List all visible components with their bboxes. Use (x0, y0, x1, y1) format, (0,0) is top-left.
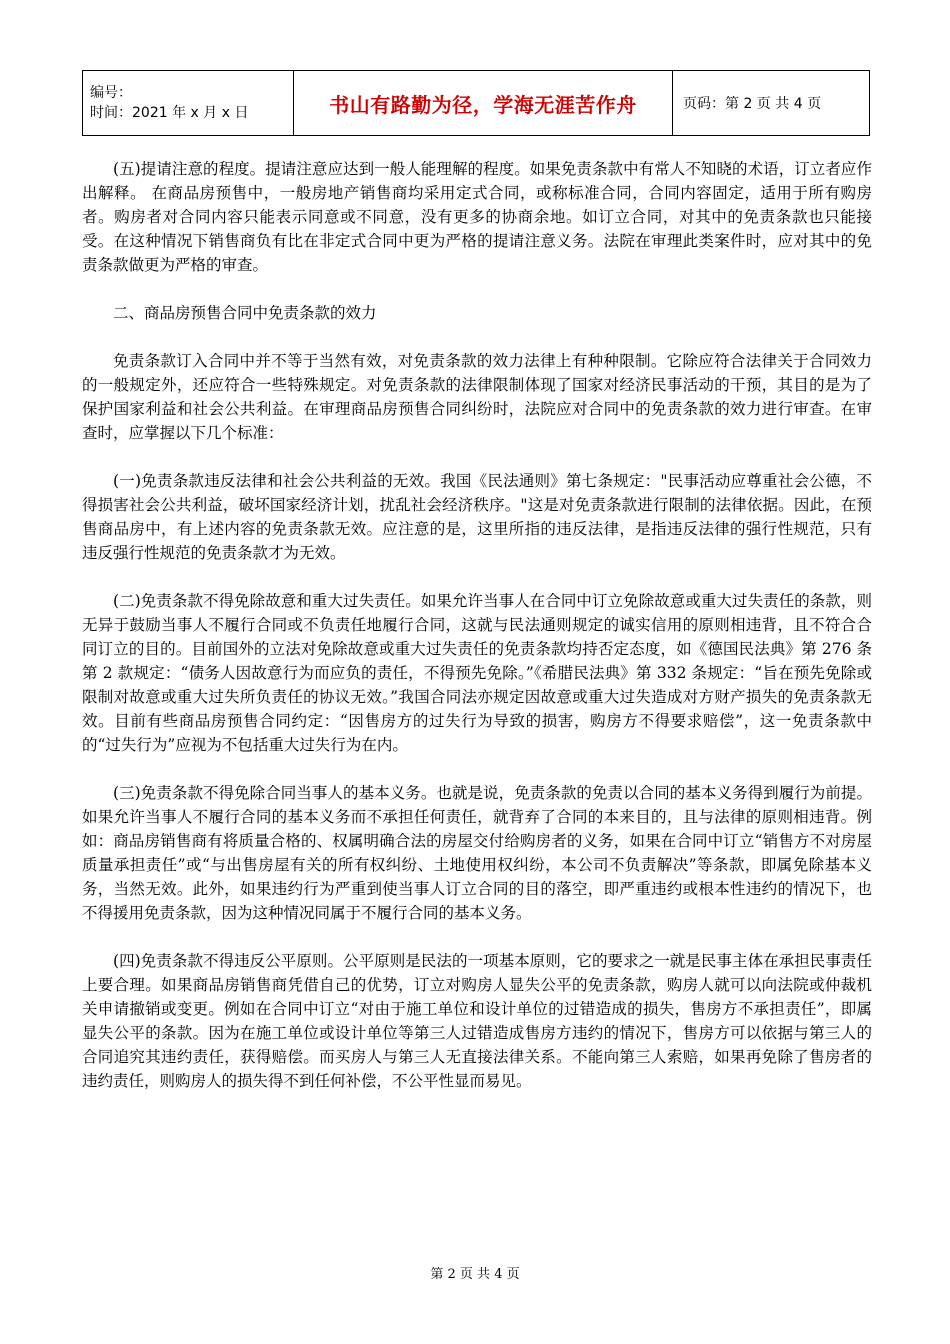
paragraph-intro: 免责条款订入合同中并不等于当然有效，对免责条款的效力法律上有种种限制。它除应符合法律关于合同效力的一般规定外，还应符合一些特殊规定。对免责条款的法律限制体现了国家对经济民事活动的干预，其目的是为了保护国家利益和社会公共利益。在审理商品房预售合同纠纷时，法院应对合同中的免责条款的效力进行审查。在审查时，应掌握以下几个标准： (82, 352, 872, 442)
document-date-label: 时间：2021 年 x 月 x 日 (90, 105, 249, 121)
document-number-label: 编号： (90, 85, 132, 101)
document-body (82, 157, 872, 1117)
paragraph-notice-degree: (五)提请注意的程度。提请注意应达到一般人能理解的程度。如果免责条款中有常人不知晓的术语，订立者应作出解释。 在商品房预售中，一般房地产销售商均采用定式合同，或称标准合同，合同内容固定，适用于所有购房者。购房者对合同内容只能表示同意或不同意，没有更多的协商余地。如订立合同，对其中的免责条款也只能接受。在这种情况下销售商负有比在非定式合同中更为严格的提请注意义务。法院在审理此类案件时，应对其中的免责条款做更为严格的审查。 (82, 160, 872, 274)
page-footer: 第 2 页 共 4 页 (430, 1267, 520, 1282)
header-page-label: 页码：第 2 页 共 4 页 (673, 71, 870, 136)
paragraph-item-3: (三)免责条款不得免除合同当事人的基本义务。也就是说，免责条款的免责以合同的基本义务得到履行为前提。如果允许当事人不履行合同的基本义务而不承担任何责任，就背弃了合同的本来目的，且与法律的原则相违背。例如：商品房销售商有将质量合格的、权属明确合法的房屋交付给购房者的义务，如果在合同中订立“销售方不对房屋质量承担责任”或“与出售房屋有关的所有权纠纷、土地使用权纠纷，本公司不负责解决”等条款，即属免除基本义务，当然无效。此外，如果违约行为严重到使当事人订立合同的目的落空，即严重违约或根本性违约的情况下，也不得援用免责条款，因为这种情况同属于不履行合同的基本义务。 (82, 784, 872, 922)
paragraph-item-2: (二)免责条款不得免除故意和重大过失责任。如果允许当事人在合同中订立免除故意或重大过失责任的条款，则无异于鼓励当事人不履行合同或不负责任地履行合同，这就与民法通则规定的诚实信用的原则相违背，且不符合合同订立的目的。目前国外的立法对免除故意或重大过失责任的免责条款均持否定态度，如《德国民法典》第 276 条第 2 款规定：“债务人因故意行为而应负的责任，不得预先免除。”《希腊民法典》第 332 条规定：“旨在预先免除或限制对故意或重大过失所负责任的协议无效。”我国合同法亦规定因故意或重大过失造成对方财产损失的免责条款无效。目前有些商品房预售合同约定：“因售房方的过失行为导致的损害，购房方不得要求赔偿”，这一免责条款中的“过失行为”应视为不包括重大过失行为在内。 (82, 592, 872, 754)
header-motto: 书山有路勤为径，学海无涯苦作舟 (294, 71, 673, 136)
paragraph-item-4: (四)免责条款不得违反公平原则。公平原则是民法的一项基本原则，它的要求之一就是民事主体在承担民事责任上要合理。如果商品房销售商凭借自己的优势，订立对购房人显失公平的免责条款，购房人就可以向法院或仲裁机关申请撤销或变更。例如在合同中订立“对由于施工单位和设计单位的过错造成的损失，售房方不承担责任”，即属显失公平的条款。因为在施工单位或设计单位等第三人过错造成售房方违约的情况下，售房方可以依据与第三人的合同追究其违约责任，获得赔偿。而买房人与第三人无直接法律关系。不能向第三人索赔，如果再免除了售房者的违约责任，则购房人的损失得不到任何补偿，不公平性显而易见。 (82, 952, 872, 1090)
paragraph-item-1: (一)免责条款违反法律和社会公共利益的无效。我国《民法通则》第七条规定："民事活动应尊重社会公德，不得损害社会公共利益，破坏国家经济计划，扰乱社会经济秩序。"这是对免责条款进行限制的法律依据。因此，在预售商品房中，有上述内容的免责条款无效。应注意的是，这里所指的违反法律，是指违反法律的强行性规范，只有违反强行性规范的免责条款才为无效。 (82, 472, 872, 562)
section-heading: 二、商品房预售合同中免责条款的效力 (113, 304, 377, 322)
header-meta-cell (83, 71, 294, 136)
page-header (82, 70, 870, 136)
